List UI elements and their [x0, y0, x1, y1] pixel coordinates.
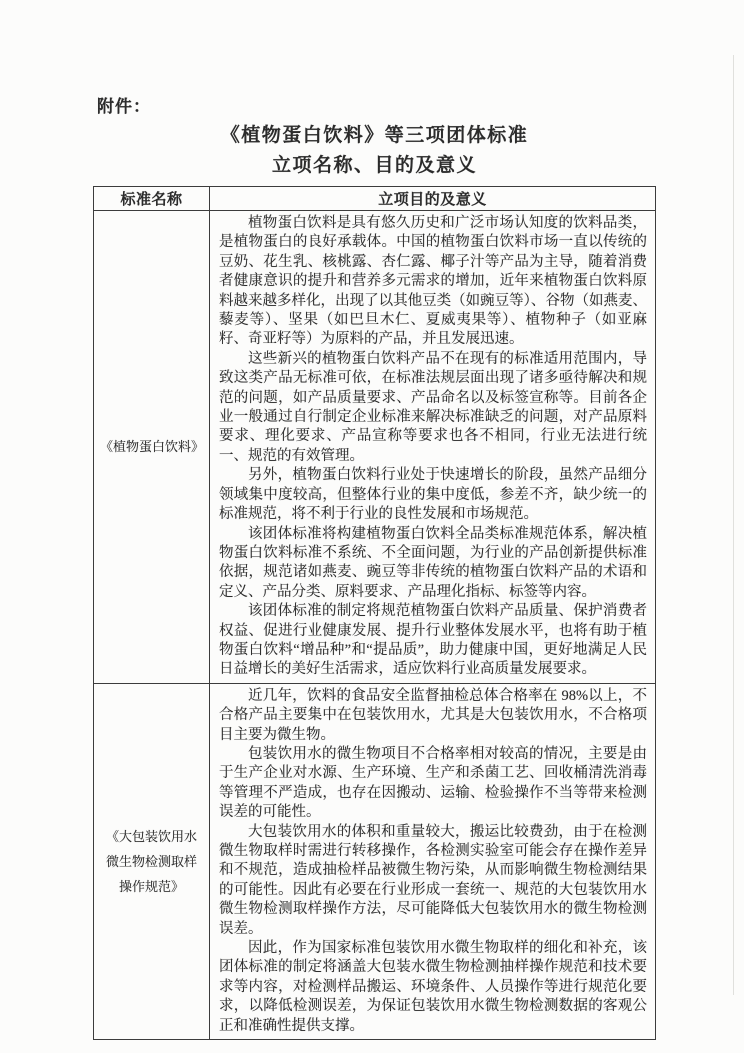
header-standard-name: 标准名称 [94, 187, 210, 211]
table-row-bottled-water-sampling [94, 683, 656, 1039]
attachment-label: 附件： [97, 97, 151, 116]
title-line-2: 立项名称、目的及意义 [271, 155, 477, 176]
paragraph: 该团体标准的制定将规范植物蛋白饮料产品质量、保护消费者权益、促进行业健康发展、提升行业整体发展水平，也将有助于植物蛋白饮料“增品种”和“提品质”，助力健康中国，更好地满足人民日益增长的美好生活需求，适应饮料行业高质量发展要求。 [219, 603, 647, 678]
paragraph: 包装饮用水的微生物项目不合格率相对较高的情况，主要是由于生产企业对水源、生产环境、生产和杀菌工艺、回收桶清洗消毒等管理不严造成，也存在因搬动、运输、检验操作不当等带来检测误差的可能性。 [219, 745, 647, 821]
paragraph: 另外，植物蛋白饮料行业处于快速增长的阶段，虽然产品细分领域集中度较高，但整体行业的集中度低，参差不齐，缺少统一的标准规范，将不利于行业的良性发展和市场规范。 [219, 467, 647, 523]
purpose-cell [210, 683, 656, 1039]
paragraph: 因此，作为国家标准包装饮用水微生物取样的细化和补充，该团体标准的制定将涵盖大包装水微生物检测抽样操作规范和技术要求等内容，对检测样品搬运、环境条件、人员操作等进行规范化要求，以降低检测误差，为保证包装饮用水微生物检测数据的客观公正和准确性提供支撑。 [219, 940, 647, 1034]
paragraph: 近几年，饮料的食品安全监督抽检总体合格率在 98%以上，不合格产品主要集中在包装饮用水，尤其是大包装饮用水，不合格项目主要为微生物。 [219, 687, 647, 743]
table-header-row [94, 187, 656, 211]
paragraph: 该团体标准将构建植物蛋白饮料全品类标准规范体系，解决植物蛋白饮料标准不系统、不全面问题，为行业的产品创新提供标准依据，规范诸如燕麦、豌豆等非传统的植物蛋白饮料产品的术语和定义、产品分类、原料要求、产品理化指标、标签等内容。 [219, 525, 647, 600]
purpose-text-block [219, 687, 647, 1036]
table-row-plant-protein-beverage [94, 211, 656, 684]
scan-edge-line [733, 55, 734, 995]
document-title [93, 121, 656, 181]
paragraph: 大包装饮用水的体积和重量较大，搬运比较费劲，由于在检测微生物取样时需进行转移操作，各检测实验室可能会存在操作差异和不规范，造成抽检样品被微生物污染，从而影响微生物检测结果的可能性。因此有必要在行业形成一套统一、规范的大包装饮用水微生物检测取样操作方法，尽可能降低大包装饮用水的微生物检测误差。 [219, 823, 647, 937]
purpose-cell [210, 211, 656, 684]
paragraph: 这些新兴的植物蛋白饮料产品不在现有的标准适用范围内，导致这类产品无标准可依，在标准法规层面出现了诸多亟待解决和规范的问题，如产品质量要求、产品命名以及标签宣称等。目前各企业一般通过自行制定企业标准来解决标准缺乏的问题，对产品原料要求、理化要求、产品宣称等要求也各不相同，行业无法进行统一、规范的有效管理。 [219, 350, 647, 464]
standard-name-cell: 《大包装饮用水微生物检测取样操作规范》 [94, 683, 210, 1039]
title-line-1: 《植物蛋白饮料》等三项团体标准 [220, 125, 529, 146]
standard-name-cell: 《植物蛋白饮料》 [94, 211, 210, 684]
header-purpose: 立项目的及意义 [210, 187, 656, 211]
paragraph: 植物蛋白饮料是具有悠久历史和广泛市场认知度的饮料品类，是植物蛋白的良好承载体。中国的植物蛋白饮料市场一直以传统的豆奶、花生乳、核桃露、杏仁露、椰子汁等产品为主导，随着消费者健康意识的提升和营养多元需求的增加，近年来植物蛋白饮料原料越来越多样化，出现了以其他豆类（如豌豆等）、谷物（如燕麦、藜麦等）、坚果（如巴旦木仁、夏威夷果等）、植物种子（如亚麻籽、奇亚籽等）为原料的产品，并且发展迅速。 [219, 215, 647, 348]
standards-table [93, 186, 656, 1040]
purpose-text-block [219, 214, 647, 680]
